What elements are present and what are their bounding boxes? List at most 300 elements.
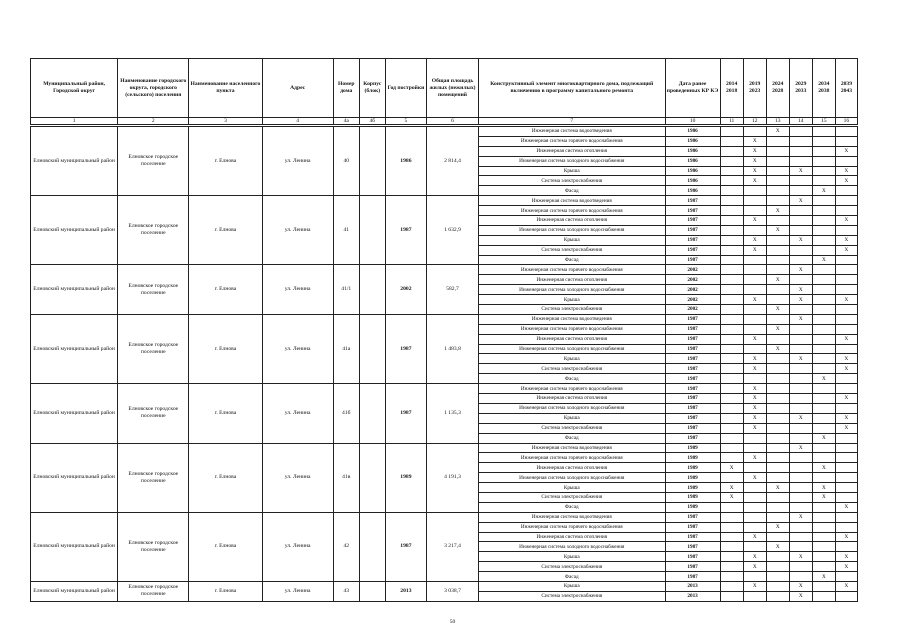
period-mark-cell: X [743, 403, 766, 413]
period-mark-cell: X [789, 581, 812, 591]
period-mark-cell [835, 473, 857, 483]
period-mark-cell: X [789, 166, 812, 176]
period-mark-cell [812, 295, 835, 305]
period-mark-cell [812, 235, 835, 245]
period-mark-cell: X [743, 552, 766, 562]
prev-repair-date-cell: 2002 [665, 305, 720, 315]
period-mark-cell [835, 403, 857, 413]
year-built-cell: 1989 [385, 443, 426, 512]
period-mark-cell [835, 453, 857, 463]
period-mark-cell: X [766, 344, 789, 354]
locality-cell: г. Елнова [189, 265, 262, 314]
period-mark-cell: X [789, 591, 812, 601]
period-mark-cell [789, 463, 812, 473]
period-mark-cell [743, 285, 766, 295]
period-mark-cell [766, 176, 789, 186]
column-number: 4а [333, 118, 359, 125]
period-mark-cell: X [835, 295, 857, 305]
element-cell: Система электроснабжения [479, 591, 665, 601]
prev-repair-date-cell: 1987 [665, 532, 720, 542]
period-mark-cell [720, 344, 743, 354]
period-mark-cell [720, 206, 743, 216]
period-mark-cell [812, 532, 835, 542]
prev-repair-date-cell: 2013 [665, 591, 720, 601]
period-mark-cell [766, 255, 789, 265]
prev-repair-date-cell: 1987 [665, 245, 720, 255]
period-mark-cell [789, 394, 812, 404]
area-cell: 2 814,4 [426, 127, 478, 196]
period-mark-cell [835, 591, 857, 601]
period-mark-cell [835, 542, 857, 552]
period-mark-cell [812, 334, 835, 344]
period-mark-cell [720, 394, 743, 404]
period-mark-cell [789, 225, 812, 235]
prev-repair-date-cell: 1989 [665, 502, 720, 512]
prev-repair-date-cell: 1987 [665, 413, 720, 423]
period-mark-cell [789, 146, 812, 156]
period-mark-cell: X [812, 374, 835, 384]
header-year: Год постройки [385, 59, 426, 118]
element-cell: Инженерная система отопления [479, 146, 665, 156]
period-mark-cell [720, 581, 743, 591]
period-mark-cell [789, 384, 812, 394]
period-mark-cell: X [812, 463, 835, 473]
period-mark-cell [812, 562, 835, 572]
period-mark-cell [743, 591, 766, 601]
address-cell: ул. Ленина [262, 196, 333, 265]
period-mark-cell [743, 196, 766, 206]
year-built-cell: 2002 [385, 265, 426, 314]
period-mark-cell: X [789, 354, 812, 364]
element-cell: Система электроснабжения [479, 562, 665, 572]
element-cell: Инженерная система горячего водоснабжения [479, 136, 665, 146]
period-mark-cell [812, 512, 835, 522]
period-mark-cell [766, 166, 789, 176]
prev-repair-date-cell: 1987 [665, 206, 720, 216]
period-mark-cell: X [835, 423, 857, 433]
settlement-cell: Елновское городское поселение [118, 443, 189, 512]
period-mark-cell [812, 473, 835, 483]
block-cell [359, 314, 385, 383]
header-period-2014: 2014 2018 [720, 59, 743, 118]
header-period-2029: 2029 2033 [789, 59, 812, 118]
element-cell: Инженерная система холодного водоснабжения [479, 542, 665, 552]
prev-repair-date-cell: 1987 [665, 216, 720, 226]
element-cell: Инженерная система холодного водоснабжения [479, 473, 665, 483]
period-mark-cell [835, 225, 857, 235]
district-cell: Елновский муниципальный район [31, 196, 118, 265]
year-built-cell: 2013 [385, 581, 426, 601]
element-cell: Инженерная система отопления [479, 334, 665, 344]
period-mark-cell [720, 384, 743, 394]
period-mark-cell [743, 225, 766, 235]
prev-repair-date-cell: 1986 [665, 127, 720, 137]
period-mark-cell [766, 186, 789, 196]
element-cell: Инженерная система отопления [479, 275, 665, 285]
period-mark-cell [720, 522, 743, 532]
period-mark-cell [720, 176, 743, 186]
period-mark-cell [789, 255, 812, 265]
period-mark-cell: X [720, 492, 743, 502]
period-mark-cell [812, 245, 835, 255]
period-mark-cell: X [789, 512, 812, 522]
period-mark-cell [743, 492, 766, 502]
period-mark-cell [835, 492, 857, 502]
prev-repair-date-cell: 1986 [665, 156, 720, 166]
period-mark-cell [743, 572, 766, 582]
period-mark-cell: X [743, 581, 766, 591]
prev-repair-date-cell: 1989 [665, 473, 720, 483]
table-row [31, 581, 858, 591]
element-cell: Инженерная система холодного водоснабжения [479, 344, 665, 354]
block-cell [359, 581, 385, 601]
period-mark-cell [766, 295, 789, 305]
period-mark-cell [720, 532, 743, 542]
period-mark-cell: X [743, 532, 766, 542]
column-number: 6 [426, 118, 478, 125]
header-district: Муниципальный район, Городской округ [31, 59, 118, 118]
area-cell: 582,7 [426, 265, 478, 314]
period-mark-cell: X [789, 265, 812, 275]
period-mark-cell: X [789, 235, 812, 245]
period-mark-cell: X [789, 443, 812, 453]
element-cell: Инженерная система водоотведения [479, 127, 665, 137]
period-mark-cell [720, 265, 743, 275]
period-mark-cell [835, 305, 857, 315]
period-mark-cell [835, 127, 857, 137]
period-mark-cell [720, 512, 743, 522]
period-mark-cell [720, 562, 743, 572]
prev-repair-date-cell: 1989 [665, 463, 720, 473]
house-number-cell: 41/1 [333, 265, 359, 314]
period-mark-cell [743, 374, 766, 384]
settlement-cell: Елновское городское поселение [118, 581, 189, 601]
period-mark-cell [835, 285, 857, 295]
period-mark-cell [789, 532, 812, 542]
period-mark-cell [743, 502, 766, 512]
period-mark-cell [720, 146, 743, 156]
area-cell: 1 483,8 [426, 314, 478, 383]
period-mark-cell [743, 542, 766, 552]
header-period-2034: 2034 2038 [812, 59, 835, 118]
element-cell: Инженерная система водоотведения [479, 512, 665, 522]
period-mark-cell [720, 136, 743, 146]
period-mark-cell: X [743, 176, 766, 186]
prev-repair-date-cell: 2013 [665, 581, 720, 591]
prev-repair-date-cell: 1986 [665, 146, 720, 156]
element-cell: Инженерная система горячего водоснабжения [479, 453, 665, 463]
prev-repair-date-cell: 1987 [665, 403, 720, 413]
prev-repair-date-cell: 2002 [665, 295, 720, 305]
period-mark-cell [720, 156, 743, 166]
area-cell: 1 135,3 [426, 384, 478, 443]
period-mark-cell: X [835, 354, 857, 364]
header-settlement: Наименование городского округа, городского (сельского) поселения [118, 59, 189, 118]
period-mark-cell [743, 443, 766, 453]
year-built-cell: 1987 [385, 314, 426, 383]
table-row [31, 265, 858, 275]
period-mark-cell [720, 334, 743, 344]
period-mark-cell [789, 275, 812, 285]
locality-cell: г. Елнова [189, 384, 262, 443]
district-cell: Елновский муниципальный район [31, 127, 118, 196]
year-built-cell: 1987 [385, 196, 426, 265]
locality-cell: г. Елнова [189, 512, 262, 581]
district-cell: Елновский муниципальный район [31, 265, 118, 314]
column-number: 13 [766, 118, 789, 125]
period-mark-cell: X [766, 127, 789, 137]
column-number: 1 [31, 118, 118, 125]
block-cell [359, 127, 385, 196]
period-mark-cell [766, 216, 789, 226]
period-mark-cell [720, 453, 743, 463]
period-mark-cell [743, 324, 766, 334]
period-mark-cell: X [743, 354, 766, 364]
house-number-cell: 40 [333, 127, 359, 196]
period-mark-cell [766, 265, 789, 275]
period-mark-cell [766, 552, 789, 562]
period-mark-cell [766, 413, 789, 423]
period-mark-cell [720, 225, 743, 235]
column-number: 5 [385, 118, 426, 125]
period-mark-cell: X [743, 473, 766, 483]
period-mark-cell [789, 453, 812, 463]
address-cell: ул. Ленина [262, 443, 333, 512]
period-mark-cell [743, 265, 766, 275]
header-locality: Наименование населенного пункта [189, 59, 262, 118]
period-mark-cell: X [835, 581, 857, 591]
address-cell: ул. Ленина [262, 384, 333, 443]
element-cell: Инженерная система отопления [479, 532, 665, 542]
period-mark-cell: X [766, 483, 789, 493]
period-mark-cell [766, 562, 789, 572]
period-mark-cell [720, 285, 743, 295]
period-mark-cell [720, 403, 743, 413]
locality-cell: г. Елнова [189, 581, 262, 601]
period-mark-cell [789, 216, 812, 226]
element-cell: Инженерная система холодного водоснабжения [479, 156, 665, 166]
period-mark-cell [720, 423, 743, 433]
period-mark-cell [835, 384, 857, 394]
prev-repair-date-cell: 1987 [665, 572, 720, 582]
area-cell: 4 191,3 [426, 443, 478, 512]
period-mark-cell [812, 344, 835, 354]
period-mark-cell [812, 146, 835, 156]
element-cell: Инженерная система отопления [479, 463, 665, 473]
period-mark-cell [812, 275, 835, 285]
period-mark-cell: X [835, 394, 857, 404]
period-mark-cell [766, 581, 789, 591]
header-area: Общая площадь жилых (нежилых) помещений [426, 59, 478, 118]
period-mark-cell [766, 463, 789, 473]
period-mark-cell [789, 572, 812, 582]
prev-repair-date-cell: 1987 [665, 552, 720, 562]
period-mark-cell [789, 473, 812, 483]
period-mark-cell [743, 344, 766, 354]
period-mark-cell [812, 354, 835, 364]
element-cell: Фасад [479, 374, 665, 384]
period-mark-cell [812, 413, 835, 423]
period-mark-cell [789, 305, 812, 315]
period-mark-cell: X [743, 166, 766, 176]
header-element: Конструктивный элемент многоквартирного дома, подлежащий включению в программу капитального ремонта [479, 59, 665, 118]
period-mark-cell [766, 572, 789, 582]
house-number-cell: 42 [333, 512, 359, 581]
period-mark-cell [720, 572, 743, 582]
column-number: 4 [262, 118, 333, 125]
column-number: 11 [720, 118, 743, 125]
period-mark-cell [812, 443, 835, 453]
period-mark-cell [766, 245, 789, 255]
prev-repair-date-cell: 1986 [665, 166, 720, 176]
period-mark-cell: X [766, 324, 789, 334]
district-cell: Елновский муниципальный район [31, 443, 118, 512]
column-number: 4б [359, 118, 385, 125]
period-mark-cell [766, 334, 789, 344]
period-mark-cell [835, 512, 857, 522]
element-cell: Система электроснабжения [479, 423, 665, 433]
period-mark-cell [720, 186, 743, 196]
period-mark-cell: X [743, 562, 766, 572]
element-cell: Инженерная система горячего водоснабжения [479, 522, 665, 532]
table-row [31, 443, 858, 453]
period-mark-cell [812, 176, 835, 186]
locality-cell: г. Елнова [189, 443, 262, 512]
period-mark-cell [812, 127, 835, 137]
period-mark-cell [812, 542, 835, 552]
period-mark-cell [766, 235, 789, 245]
period-mark-cell [766, 394, 789, 404]
column-number: 10 [665, 118, 720, 125]
period-mark-cell [789, 176, 812, 186]
period-mark-cell: X [812, 186, 835, 196]
address-cell: ул. Ленина [262, 512, 333, 581]
period-mark-cell [812, 394, 835, 404]
table-row [31, 196, 858, 206]
prev-repair-date-cell: 1987 [665, 512, 720, 522]
period-mark-cell [789, 127, 812, 137]
column-number: 15 [812, 118, 835, 125]
period-mark-cell [720, 216, 743, 226]
period-mark-cell: X [743, 156, 766, 166]
period-mark-cell: X [789, 552, 812, 562]
table-row [31, 512, 858, 522]
period-mark-cell [835, 324, 857, 334]
period-mark-cell [835, 572, 857, 582]
house-number-cell: 43 [333, 581, 359, 601]
element-cell: Инженерная система холодного водоснабжения [479, 403, 665, 413]
period-mark-cell [720, 552, 743, 562]
locality-cell: г. Елнова [189, 314, 262, 383]
district-cell: Елновский муниципальный район [31, 314, 118, 383]
period-mark-cell [766, 314, 789, 324]
header-block: Корпус (блок) [359, 59, 385, 118]
period-mark-cell [743, 186, 766, 196]
column-number: 12 [743, 118, 766, 125]
period-mark-cell: X [835, 364, 857, 374]
period-mark-cell [720, 324, 743, 334]
period-mark-cell [835, 433, 857, 443]
period-mark-cell [812, 265, 835, 275]
period-mark-cell: X [835, 166, 857, 176]
prev-repair-date-cell: 1989 [665, 453, 720, 463]
prev-repair-date-cell: 1987 [665, 225, 720, 235]
header-house: Номер дома [333, 59, 359, 118]
element-cell: Инженерная система горячего водоснабжения [479, 265, 665, 275]
table-row [31, 384, 858, 394]
house-number-cell: 41а [333, 314, 359, 383]
period-mark-cell: X [743, 394, 766, 404]
column-number: 14 [789, 118, 812, 125]
period-mark-cell: X [743, 245, 766, 255]
period-mark-cell [766, 146, 789, 156]
period-mark-cell [812, 552, 835, 562]
block-cell [359, 443, 385, 512]
period-mark-cell: X [812, 483, 835, 493]
period-mark-cell [720, 354, 743, 364]
prev-repair-date-cell: 1987 [665, 562, 720, 572]
period-mark-cell [789, 423, 812, 433]
header-period-2024: 2024 2028 [766, 59, 789, 118]
element-cell: Инженерная система холодного водоснабжения [479, 285, 665, 295]
period-mark-cell [835, 443, 857, 453]
locality-cell: г. Елнова [189, 196, 262, 265]
prev-repair-date-cell: 1987 [665, 334, 720, 344]
prev-repair-date-cell: 1987 [665, 344, 720, 354]
period-mark-cell [789, 502, 812, 512]
period-mark-cell [789, 324, 812, 334]
address-cell: ул. Ленина [262, 581, 333, 601]
period-mark-cell [766, 433, 789, 443]
prev-repair-date-cell: 1986 [665, 136, 720, 146]
element-cell: Крыша [479, 354, 665, 364]
period-mark-cell [789, 206, 812, 216]
column-number: 3 [189, 118, 262, 125]
period-mark-cell: X [812, 572, 835, 582]
period-mark-cell: X [743, 146, 766, 156]
prev-repair-date-cell: 1987 [665, 314, 720, 324]
block-cell [359, 265, 385, 314]
period-mark-cell [766, 374, 789, 384]
element-cell: Фасад [479, 433, 665, 443]
period-mark-cell [720, 502, 743, 512]
period-mark-cell [720, 196, 743, 206]
prev-repair-date-cell: 1986 [665, 176, 720, 186]
period-mark-cell [766, 443, 789, 453]
prev-repair-date-cell: 1987 [665, 354, 720, 364]
element-cell: Инженерная система горячего водоснабжения [479, 324, 665, 334]
prev-repair-date-cell: 1987 [665, 235, 720, 245]
column-number: 7 [479, 118, 665, 125]
period-mark-cell [743, 314, 766, 324]
period-mark-cell [835, 206, 857, 216]
prev-repair-date-cell: 1987 [665, 423, 720, 433]
period-mark-cell: X [743, 295, 766, 305]
period-mark-cell [812, 384, 835, 394]
element-cell: Фасад [479, 255, 665, 265]
block-cell [359, 512, 385, 581]
period-mark-cell [789, 374, 812, 384]
house-number-cell: 41 [333, 196, 359, 265]
period-mark-cell: X [789, 196, 812, 206]
prev-repair-date-cell: 1987 [665, 364, 720, 374]
period-mark-cell [812, 423, 835, 433]
period-mark-cell: X [766, 305, 789, 315]
period-mark-cell [812, 403, 835, 413]
period-mark-cell [789, 483, 812, 493]
element-cell: Инженерная система отопления [479, 216, 665, 226]
period-mark-cell: X [766, 542, 789, 552]
